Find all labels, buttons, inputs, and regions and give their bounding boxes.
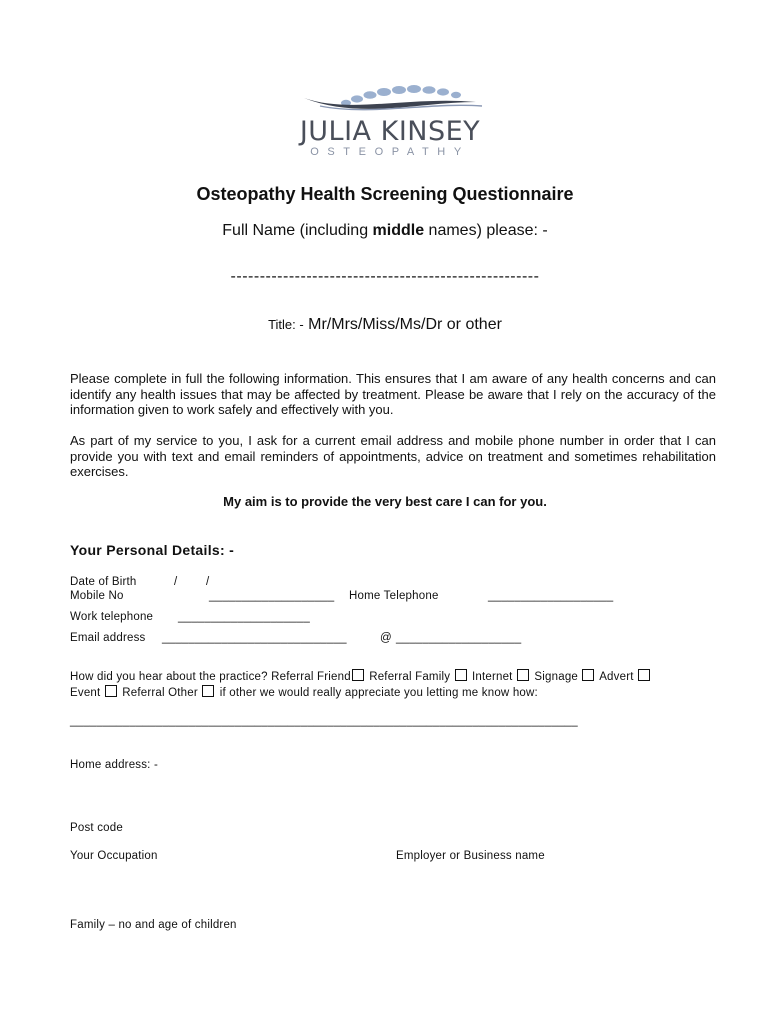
referral-family-checkbox[interactable]	[455, 669, 467, 681]
email-domain-field[interactable]: ___________________	[396, 632, 522, 644]
service-paragraph: As part of my service to you, I ask for a current email address and mobile phone number in order that I can provide you with text and email reminders of appointments, advice on treatment and sometimes rehabilitation exercises.	[70, 433, 716, 479]
full-name-prompt: Full Name (including middle names) please: -	[222, 222, 548, 239]
referral-question	[70, 669, 652, 683]
home-telephone-field[interactable]: ___________________	[488, 590, 614, 602]
personal-details-heading: Your Personal Details: -	[70, 542, 235, 558]
referral-question-line2	[70, 685, 538, 699]
page-title: Osteopathy Health Screening Questionnaire	[196, 184, 574, 204]
employer-label: Employer or Business name	[396, 850, 545, 862]
dob-separator: /	[174, 576, 178, 588]
middle-emphasis: middle	[372, 222, 425, 239]
title-label: Title: -	[268, 317, 304, 332]
signage-label: Signage	[534, 671, 579, 683]
home-telephone-label: Home Telephone	[349, 590, 439, 602]
dob-separator: /	[206, 576, 210, 588]
logo-brand-name: JULIA KINSEY	[299, 116, 481, 147]
occupation-label: Your Occupation	[70, 850, 158, 862]
intro-paragraph: Please complete in full the following information. This ensures that I am aware of any health concerns and can identify any health issues that may be affected by treatment. Please be aware that I rely on the accuracy of the information given to work safely and effectively with you.	[70, 371, 716, 417]
logo-subtitle: OSTEOPATHY	[310, 146, 470, 158]
dob-label: Date of Birth	[70, 576, 137, 588]
referral-detail-line[interactable]: _____________________________________________________________________________	[70, 715, 578, 727]
mobile-label: Mobile No	[70, 590, 124, 602]
email-label: Email address	[70, 632, 146, 644]
advert-checkbox[interactable]	[638, 669, 650, 681]
email-at-sign: @	[380, 632, 392, 644]
referral-friend-checkbox[interactable]	[352, 669, 364, 681]
mobile-field[interactable]: ___________________	[209, 590, 335, 602]
post-code-label: Post code	[70, 822, 123, 834]
referral-other-checkbox[interactable]	[202, 685, 214, 697]
title-options: Mr/Mrs/Miss/Ms/Dr or other	[303, 316, 502, 333]
internet-label: Internet	[471, 671, 513, 683]
referral-other-label: Referral Other	[122, 687, 198, 699]
referral-family-label: Referral Family	[369, 671, 451, 683]
internet-checkbox[interactable]	[517, 669, 529, 681]
full-name-line[interactable]: -----------------------------------------------------	[230, 268, 540, 285]
home-address-label: Home address: -	[70, 759, 159, 771]
event-label: Event	[70, 687, 101, 699]
referral-other-note: if other we would really appreciate you letting me know how:	[219, 687, 538, 699]
title-prompt	[0, 316, 770, 334]
family-label: Family – no and age of children	[70, 919, 237, 931]
event-checkbox[interactable]	[105, 685, 117, 697]
email-user-field[interactable]: ____________________________	[162, 632, 347, 644]
work-telephone-label: Work telephone	[70, 611, 154, 623]
signage-checkbox[interactable]	[582, 669, 594, 681]
advert-label: Advert	[599, 671, 634, 683]
referral-question-text: How did you hear about the practice? Referral Friend	[70, 671, 351, 683]
aim-statement: My aim is to provide the very best care I can for you.	[223, 494, 547, 509]
work-telephone-field[interactable]: ____________________	[178, 611, 310, 623]
